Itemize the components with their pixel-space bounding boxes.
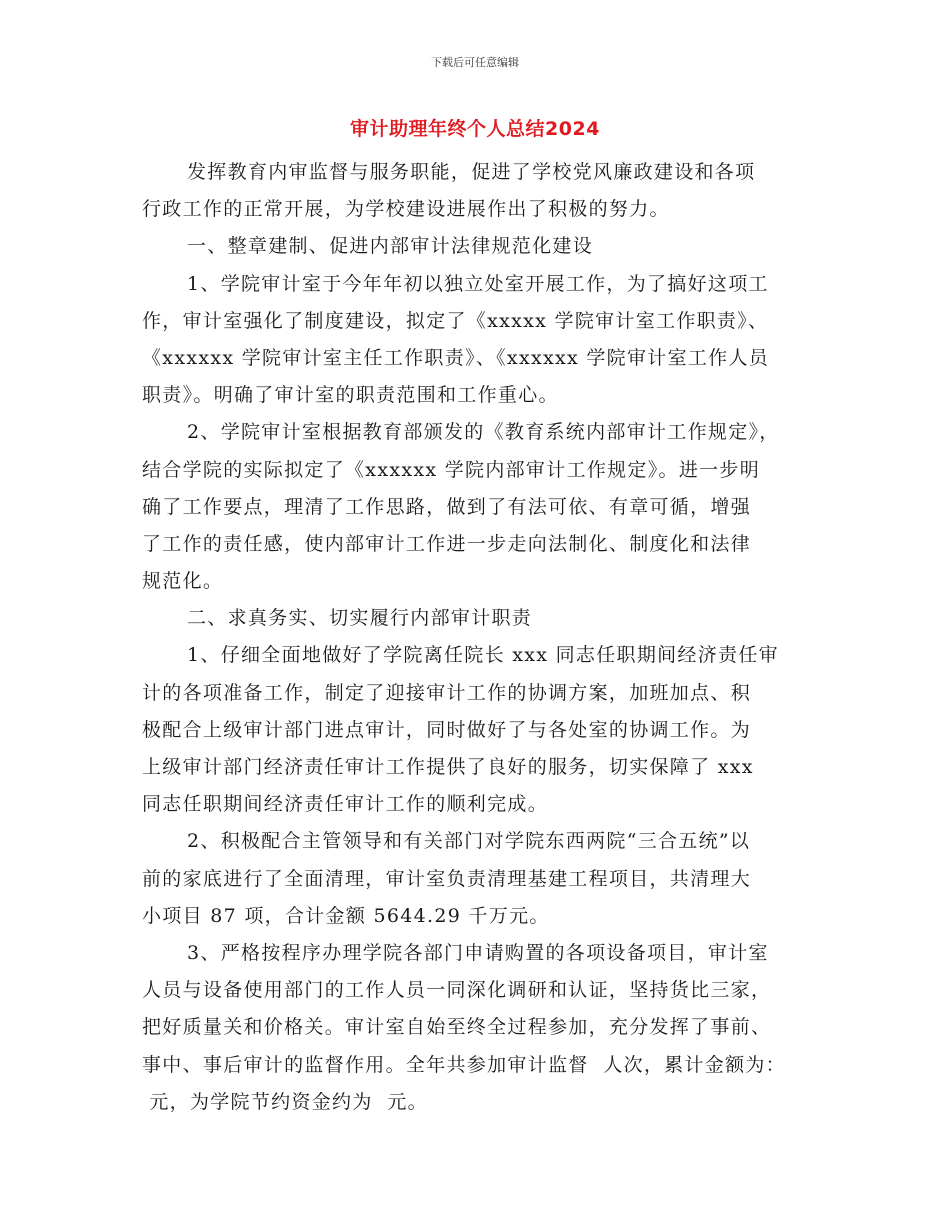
body-line: 上级审计部门经济责任审计工作提供了良好的服务，切实保障了 xxx xyxy=(142,756,754,778)
body-line: 3、严格按程序办理学院各部门申请购置的各项设备项目，审计室 xyxy=(187,941,769,964)
body-line: 一、整章建制、促进内部审计法律规范化建设 xyxy=(187,235,594,258)
body-line: 二、求真务实、切实履行内部审计职责 xyxy=(187,607,533,630)
document-body xyxy=(142,154,822,1121)
body-line: 2、积极配合主管领导和有关部门对学院东西两院“三合五统”以 xyxy=(187,830,751,853)
body-line: 行政工作的正常开展，为学校建设进展作出了积极的努力。 xyxy=(142,198,670,221)
body-line: 元，为学院节约资金约为 元。 xyxy=(142,1090,428,1113)
body-line: 计的各项准备工作，制定了迎接审计工作的协调方案，加班加点、积 xyxy=(142,681,752,704)
body-line: 确了工作要点，理清了工作思路，做到了有法可依、有章可循，增强 xyxy=(142,495,752,518)
body-line: 作，审计室强化了制度建设，拟定了《xxxxx 学院审计室工作职责》、 xyxy=(142,309,769,332)
body-line: 规范化。 xyxy=(142,570,224,593)
body-line: 《xxxxxx 学院审计室主任工作职责》、《xxxxxx 学院审计室工作人员 xyxy=(142,346,770,369)
body-line: 了工作的责任感，使内部审计工作进一步走向法制化、制度化和法律 xyxy=(142,532,752,555)
page-header: 下载后可任意编辑 xyxy=(431,56,519,69)
body-line: 把好质量关和价格关。审计室自始至终全过程参加，充分发挥了事前、 xyxy=(142,1016,772,1039)
body-line: 小项目 87 项，合计金额 5644.29 千万元。 xyxy=(142,904,550,927)
body-line: 发挥教育内审监督与服务职能，促进了学校党风廉政建设和各项 xyxy=(187,161,756,183)
body-line: 人员与设备使用部门的工作人员一同深化调研和认证，坚持货比三家， xyxy=(142,979,772,1002)
body-line: 1、仔细全面地做好了学院离任院长 xxx 同志任职期间经济责任审 xyxy=(187,644,779,667)
body-line: 结合学院的实际拟定了《xxxxxx 学院内部审计工作规定》。进一步明 xyxy=(142,458,761,481)
body-line: 极配合上级审计部门进点审计，同时做好了与各处室的协调工作。为 xyxy=(142,718,752,741)
body-line: 前的家底进行了全面清理，审计室负责清理基建工程项目，共清理大 xyxy=(142,867,752,890)
body-line: 职责》。明确了审计室的职责范围和工作重心。 xyxy=(142,384,559,407)
body-line: 事中、事后审计的监督作用。全年共参加审计监督 人次，累计金额为： xyxy=(142,1053,786,1076)
body-line: 同志任职期间经济责任审计工作的顺利完成。 xyxy=(142,793,549,816)
document-title: 审计助理年终个人总结2024 xyxy=(350,118,600,140)
body-line: 2、学院审计室根据教育部颁发的《教育系统内部审计工作规定》， xyxy=(187,421,780,444)
body-line: 1、学院审计室于今年年初以独立处室开展工作，为了搞好这项工 xyxy=(187,272,769,295)
